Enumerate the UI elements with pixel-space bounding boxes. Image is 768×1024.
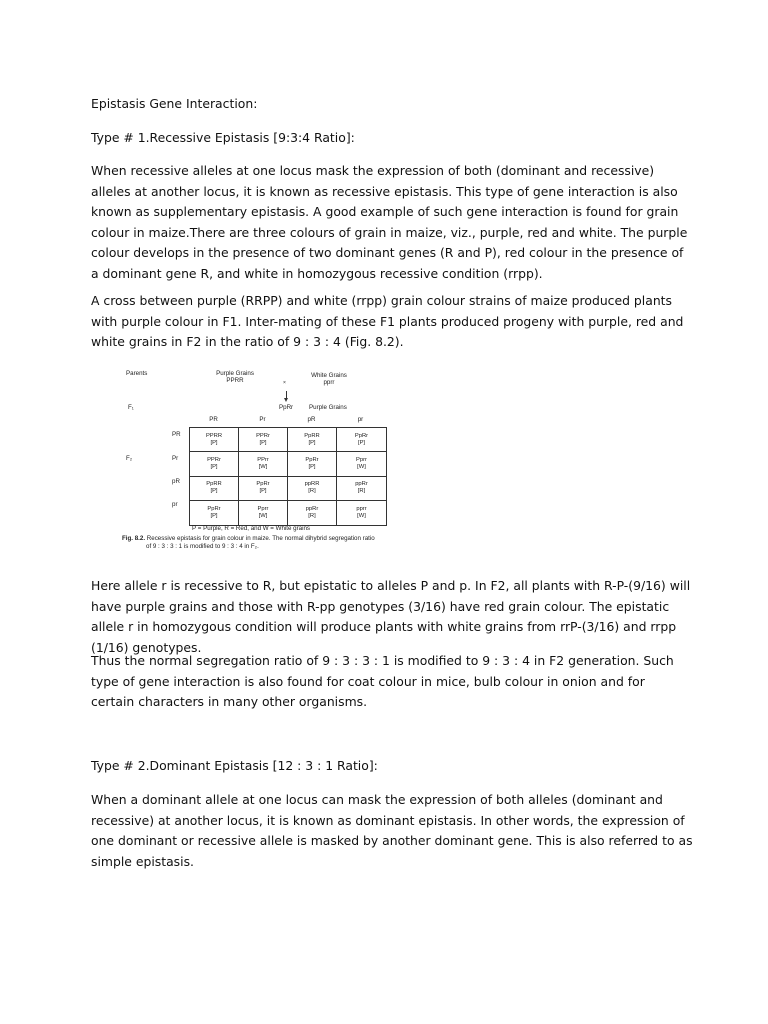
gamete-header: PR	[209, 416, 218, 423]
paragraph-maize-cross: A cross between purple (RRPP) and white (rrpp) grain colour strains of maize produced plants with purple colour in F1. Inter-mating of these F1 plants produced progeny with purple, red and white grains in F2 in the ratio of 9 : 3 : 4 (Fig. 8.2).	[91, 293, 684, 350]
punnett-cell: PPRr [P]	[190, 452, 239, 476]
punnett-cell: PPRR [P]	[190, 428, 239, 452]
punnett-cell: PpRR [P]	[288, 428, 337, 452]
paragraph-recessive-definition: When recessive alleles at one locus mask the expression of both (dominant and recessive) alleles at another locus, it is known as recessive epistasis. This type of gene interaction is also known as supplementary epistasis. A good example of such gene interaction is found for grain colour in maize.There are three colours of grain in maize, viz., purple, red and white. The purple colour develops in the presence of two dominant genes (R and P), red colour in the presence of a dominant gene R, and white in homozygous recessive condition (rrpp).	[91, 163, 688, 281]
f1-label: F₁	[128, 404, 134, 411]
gamete-header: pr	[357, 416, 364, 423]
punnett-cell: ppRr [R]	[337, 477, 386, 501]
punnett-cell: Pprr [W]	[337, 452, 386, 476]
paragraph-modified-ratio: Thus the normal segregation ratio of 9 : 3 : 3 : 1 is modified to 9 : 3 : 4 in F2 generation. Such type of gene interaction is also found for coat colour in mice, bulb colour in onion and for certain characters in many other organisms.	[91, 653, 674, 710]
caption-line-2: of 9 : 3 : 3 : 1 is modified to 9 : 3 : 4 in F₂.	[146, 543, 259, 550]
f2-label: F₂	[126, 455, 133, 462]
f1-genotype: PpRr	[279, 404, 294, 411]
gamete-header: Pr	[259, 416, 266, 423]
gamete-row-label: PR	[172, 431, 181, 438]
punnett-cell: PpRr [P]	[190, 501, 239, 525]
punnett-grid	[189, 427, 387, 526]
punnett-cell: PpRr [P]	[288, 452, 337, 476]
gamete-row-label: Pr	[172, 455, 179, 462]
punnett-cell: pprr [W]	[356, 505, 367, 519]
parent1-name: Purple Grains	[216, 370, 254, 377]
punnett-cell: Pprr [W]	[239, 501, 288, 525]
parent2-name: White Grains	[311, 372, 347, 379]
down-arrow-icon	[286, 391, 287, 400]
punnett-cell: PpRR [P]	[190, 477, 239, 501]
figure-punnett-square	[118, 364, 402, 554]
paragraph-dominant-definition: When a dominant allele at one locus can mask the expression of both alleles (dominant and recessive) at another locus, it is known as dominant epistasis. In other words, the expression of one dominant or recessive allele is masked by another dominant gene. This is also referred to as simple epistasis.	[91, 792, 693, 869]
gamete-header: pR	[307, 416, 316, 423]
figure-key: P = Purple, R = Red, and W = White grains	[192, 525, 311, 532]
parents-label: Parents	[126, 370, 148, 377]
paragraph-epistatic-explanation: Here allele r is recessive to R, but epistatic to alleles P and p. In F2, all plants with R-P-(9/16) will have purple grains and those with R-pp genotypes (3/16) have red grain colour. The epistatic allele r in homozygous condition will produce plants with white grains from rrP-(3/16) and rrpp (1/16) genotypes.	[91, 578, 691, 655]
punnett-cell: PPRr [P]	[239, 428, 288, 452]
document-heading: Epistasis Gene Interaction:	[91, 96, 258, 111]
section-title-dominant-epistasis: Type # 2.Dominant Epistasis [12 : 3 : 1 Ratio]:	[91, 758, 378, 773]
punnett-cell: PpRr [P]	[337, 428, 386, 452]
figure-caption	[122, 535, 375, 551]
parent2-genotype: pprr	[323, 379, 335, 386]
gamete-row-label: pr	[172, 501, 178, 508]
caption-line-1: Recessive epistasis for grain colour in maize. The normal dihybrid segregation ratio	[146, 535, 375, 542]
gamete-row-label: pR	[172, 478, 180, 485]
punnett-cell: PpRr [P]	[239, 477, 288, 501]
f1-phenotype: Purple Grains	[309, 404, 347, 411]
section-title-recessive-epistasis: Type # 1.Recessive Epistasis [9:3:4 Ratio]:	[91, 130, 355, 145]
caption-number: Fig. 8.2.	[122, 535, 146, 542]
punnett-cell: PPrr [W]	[239, 452, 288, 476]
parent1-genotype: PPRR	[226, 377, 244, 384]
punnett-cell: ppRR [R]	[288, 477, 337, 501]
punnett-cell: ppRr [R]	[288, 501, 337, 525]
cross-symbol: ×	[283, 380, 286, 386]
